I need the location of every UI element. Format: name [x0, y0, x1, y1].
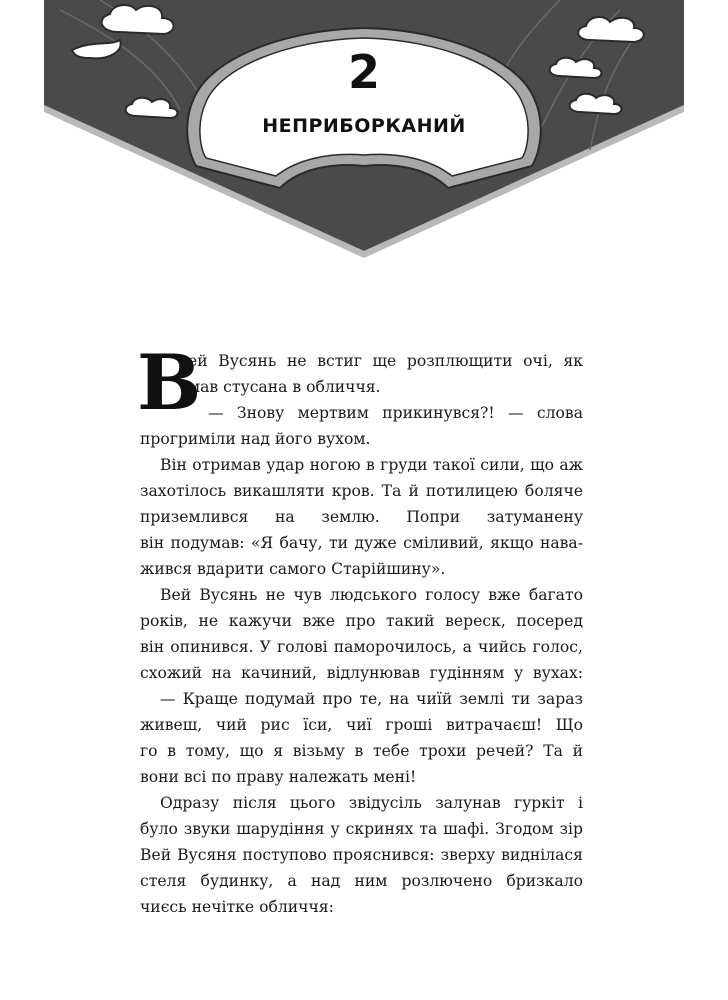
body-line: захотілось викашляти кров. Та й потилицею боляче [140, 482, 583, 500]
body-line: жився вдарити самого Старійшину». [140, 560, 446, 578]
body-line: схожий на качиний, відлунював гудінням у вухах: [140, 664, 583, 682]
body-line: чиєсь нечітке обличчя: [140, 898, 334, 916]
body-line: Вей Вусяня поступово прояснився: зверху виднілася [140, 846, 583, 864]
body-line: — Знову мертвим прикинувся?! — слова [208, 404, 583, 422]
body-line: го в тому, що я візьму в тебе трохи речей? Та й [140, 742, 583, 760]
body-line: стеля будинку, а над ним розлючено бризкало [140, 872, 583, 890]
body-line: він опинився. У голові паморочилось, а чийсь голос, [140, 638, 583, 656]
body-line: Одразу після цього звідусіль залунав гуркіт і [160, 794, 583, 812]
body-line: прогриміли над його вухом. [140, 430, 371, 448]
body-line: вони всі по праву належать мені! [140, 768, 417, 786]
body-line: мав стусана в обличчя. [188, 378, 381, 396]
body-line: було звуки шарудіння у скринях та шафі. Згодом зір [140, 820, 583, 838]
chapter-title: НЕПРИБОРКАНИЙ [262, 115, 466, 137]
body-line: років, не кажучи вже про такий вереск, посеред [140, 612, 583, 630]
body-line: він подумав: «Я бачу, ти дуже сміливий, якщо нава- [140, 534, 583, 552]
body-line: живеш, чий рис їси, чиї гроші витрачаєш! Що [140, 716, 583, 734]
body-line: приземлився на землю. Попри затуманену [140, 508, 583, 526]
body-line: ей Вусянь не встиг ще розплющити очі, як [188, 352, 583, 370]
body-line: Він отримав удар ногою в груди такої сили, що аж [160, 456, 583, 474]
body-line: — Краще подумай про те, на чиїй землі ти зараз [160, 690, 583, 708]
drop-cap: В [137, 338, 202, 427]
chapter-body [137, 338, 583, 920]
body-line: Вей Вусянь не чув людського голосу вже багато [160, 586, 583, 604]
chapter-number: 2 [347, 45, 380, 99]
